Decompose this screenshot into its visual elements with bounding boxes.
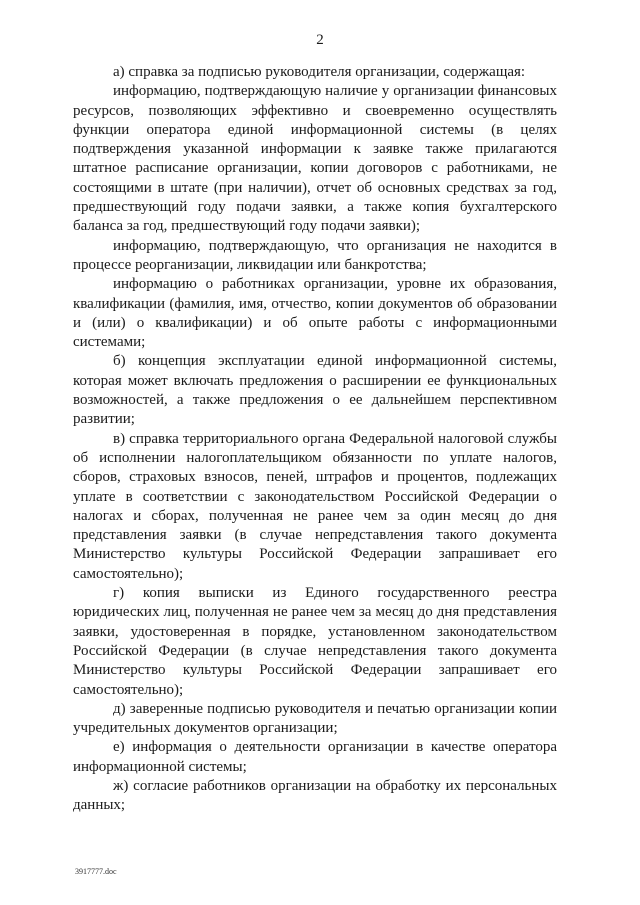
document-file-code: 3917777.doc bbox=[75, 867, 117, 876]
paragraph-financial-resources: информацию, подтверждающую наличие у организации финансовых ресурсов, позволяющих эффективно и своевременно осуществлять функции оператора единой информационной системы (в целях подтверждения указанной информации к заявке также прилагаются штатное расписание организации, копии договоров с работниками, не состоящими в штате (при наличии), отчет об основных средствах за год, предшествующий году подачи заявки, а также копия бухгалтерского баланса за год, предшествующий году подачи заявки); bbox=[73, 83, 557, 235]
paragraph-a-certificate: а) справка за подписью руководителя организации, содержащая: bbox=[113, 64, 526, 80]
paragraph-b-concept: б) концепция эксплуатации единой информационной системы, которая может включать предложения о расширении ее функциональных возможностей, а также предложения о ее дальнейшем перспективном развитии; bbox=[73, 353, 557, 428]
document-body bbox=[73, 63, 557, 816]
page-number: 2 bbox=[316, 32, 324, 48]
paragraph-no-reorganization: информацию, подтверждающую, что организация не находится в процессе реорганизации, ликвидации или банкротства; bbox=[73, 237, 557, 273]
paragraph-zh-personal-data-consent: ж) согласие работников организации на обработку их персональных данных; bbox=[73, 777, 557, 814]
paragraph-v-tax-certificate: в) справка территориального органа Федеральной налоговой службы об исполнении налогоплательщиком обязанности по уплате налогов, сборов, страховых взносов, пеней, штрафов и процентов, подлежащих уплате в соответствии с законодательством Российской Федерации о налогах и сборах, полученная не ранее чем за один месяц до дня представления заявки (в случае непредставления такого документа Министерство культуры Российской Федерации запрашивает его самостоятельно); bbox=[73, 430, 557, 582]
paragraph-employees-info: информацию о работниках организации, уровне их образования, квалификации (фамилия, имя, отчество, копии документов об образовании и (или) о квалификации) и об опыте работы с информационными системами; bbox=[73, 276, 557, 351]
paragraph-e-operator-activity: е) информация о деятельности организации в качестве оператора информационной системы; bbox=[73, 739, 557, 775]
paragraph-d-founding-documents: д) заверенные подписью руководителя и печатью организации копии учредительных документов организации; bbox=[73, 700, 557, 737]
paragraph-g-registry-extract: г) копия выписки из Единого государственного реестра юридических лиц, полученная не ранее чем за месяц до дня представления заявки, удостоверенная в порядке, установленном законодательством Российской Федерации (в случае непредставления такого документа Министерство культуры Российской Федерации запрашивает его самостоятельно); bbox=[73, 585, 557, 698]
